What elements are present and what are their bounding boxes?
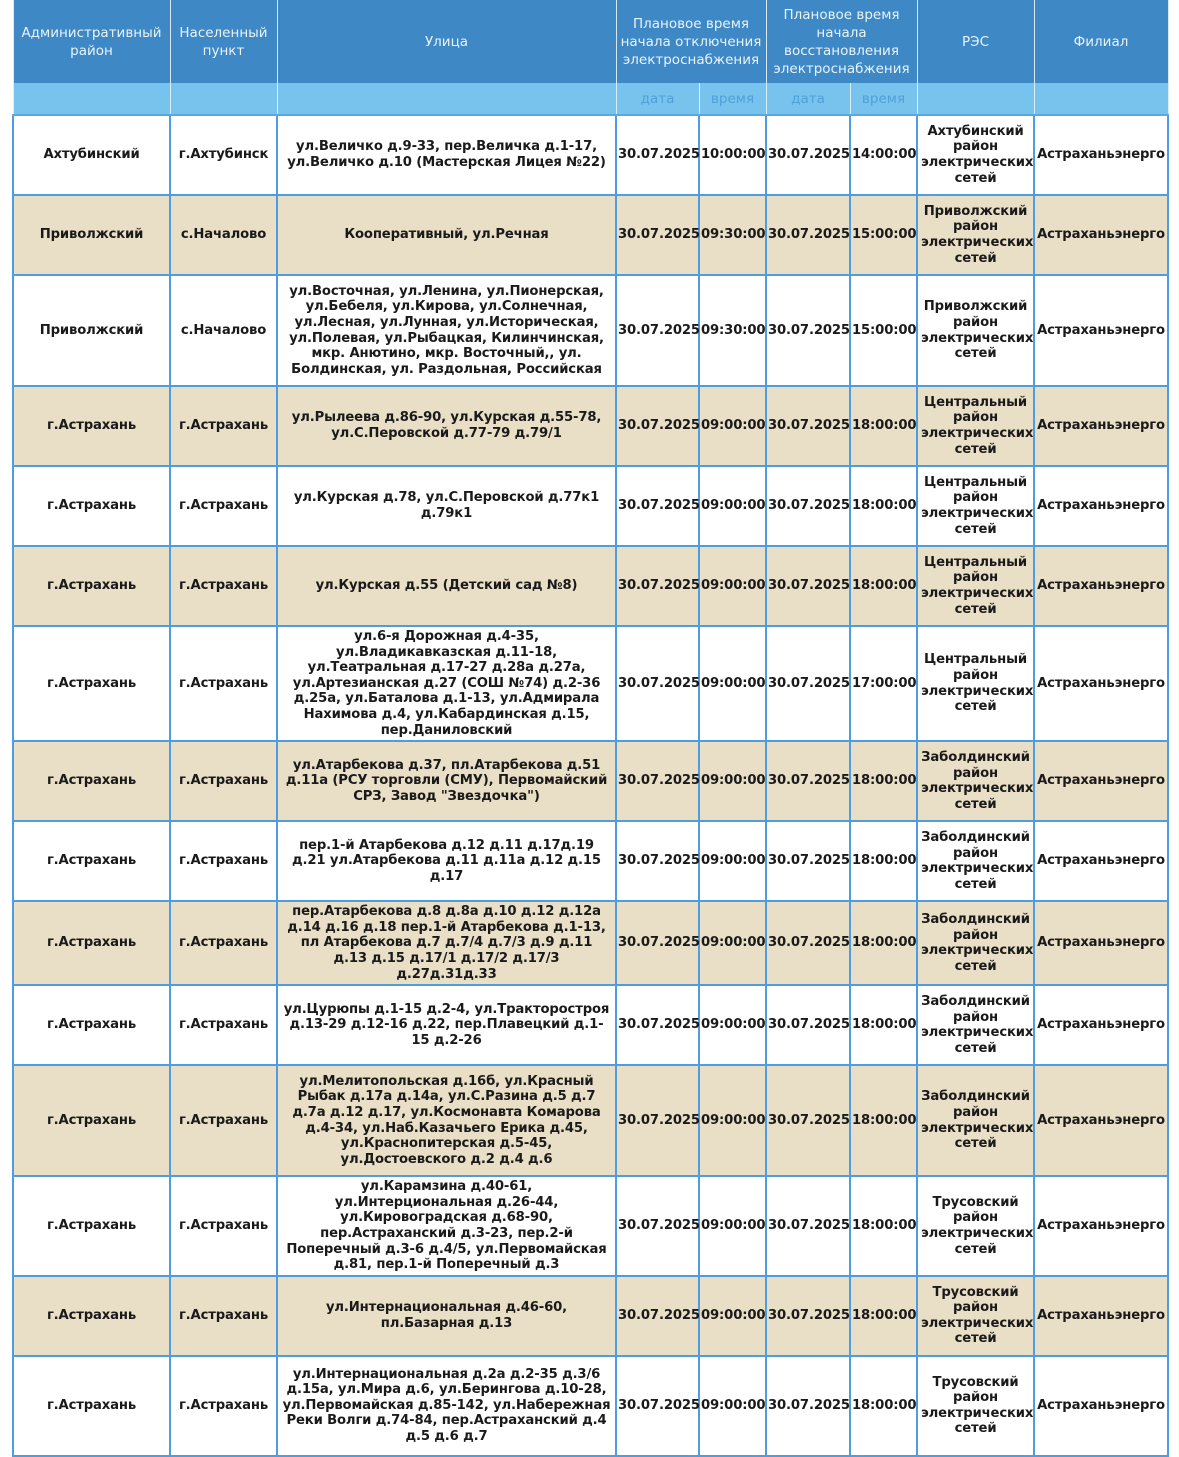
cell-district: Ахтубинский: [13, 115, 170, 195]
table-row: [13, 1176, 1168, 1276]
table-row: [13, 901, 1168, 985]
cell-locality: г.Астрахань: [170, 1065, 277, 1176]
cell-restore-time: 18:00:00: [850, 386, 917, 466]
cell-outage-time: 09:00:00: [699, 1356, 766, 1456]
cell-street: ул.Атарбекова д.37, пл.Атарбекова д.51 д.11а (РСУ торговли (СМУ), Первомайский СРЗ, Завод "Звездочка"): [277, 741, 616, 821]
subheader-empty: [1034, 83, 1168, 115]
cell-street: ул.Восточная, ул.Ленина, ул.Пионерская, ул.Бебеля, ул.Кирова, ул.Солнечная, ул.Лесная, ул.Лунная, ул.Историческая, ул.Полевая, ул.Рыбацкая, Килинчинская, мкр. Анютино, мкр. Восточный,, ул. Болдинская, ул. Раздольная, Российская: [277, 275, 616, 386]
cell-district: г.Астрахань: [13, 626, 170, 741]
cell-branch: Астраханьэнерго: [1034, 546, 1168, 626]
cell-district: Приволжский: [13, 275, 170, 386]
cell-outage-time: 09:00:00: [699, 386, 766, 466]
cell-branch: Астраханьэнерго: [1034, 1176, 1168, 1276]
cell-restore-time: 18:00:00: [850, 901, 917, 985]
cell-branch: Астраханьэнерго: [1034, 386, 1168, 466]
cell-outage-time: 10:00:00: [699, 115, 766, 195]
table-header: [13, 0, 1168, 115]
cell-restore-time: 18:00:00: [850, 466, 917, 546]
cell-res: Приволжский район электрических сетей: [917, 195, 1034, 275]
cell-outage-time: 09:00:00: [699, 985, 766, 1065]
header-district: Административный район: [13, 0, 170, 83]
cell-restore-time: 15:00:00: [850, 195, 917, 275]
cell-res: Заболдинский район электрических сетей: [917, 1065, 1034, 1176]
cell-res: Центральный район электрических сетей: [917, 466, 1034, 546]
cell-street: ул.Цурюпы д.1-15 д.2-4, ул.Тракторостроя д.13-29 д.12-16 д.22, пер.Плавецкий д.1-15 д.2-26: [277, 985, 616, 1065]
cell-street: ул.Курская д.55 (Детский сад №8): [277, 546, 616, 626]
cell-locality: с.Началово: [170, 275, 277, 386]
cell-outage-time: 09:30:00: [699, 275, 766, 386]
cell-branch: Астраханьэнерго: [1034, 1065, 1168, 1176]
cell-restore-time: 18:00:00: [850, 546, 917, 626]
table-row: [13, 821, 1168, 901]
cell-street: пер.1-й Атарбекова д.12 д.11 д.17д.19 д.21 ул.Атарбекова д.11 д.11а д.12 д.15 д.17: [277, 821, 616, 901]
cell-restore-time: 15:00:00: [850, 275, 917, 386]
header-res: РЭС: [917, 0, 1034, 83]
subheader-empty: [917, 83, 1034, 115]
cell-restore-date: 30.07.2025: [766, 1276, 850, 1356]
cell-res: Ахтубинский район электрических сетей: [917, 115, 1034, 195]
cell-outage-date: 30.07.2025: [616, 1276, 699, 1356]
cell-res: Трусовский район электрических сетей: [917, 1276, 1034, 1356]
cell-street: ул.Рылеева д.86-90, ул.Курская д.55-78, ул.С.Перовской д.77-79 д.79/1: [277, 386, 616, 466]
cell-branch: Астраханьэнерго: [1034, 466, 1168, 546]
cell-street: Кооперативный, ул.Речная: [277, 195, 616, 275]
cell-locality: г.Астрахань: [170, 1276, 277, 1356]
cell-branch: Астраханьэнерго: [1034, 985, 1168, 1065]
table-row: [13, 1276, 1168, 1356]
cell-res: Центральный район электрических сетей: [917, 546, 1034, 626]
table-row: [13, 386, 1168, 466]
table-row: [13, 275, 1168, 386]
cell-outage-date: 30.07.2025: [616, 901, 699, 985]
table-row: [13, 546, 1168, 626]
cell-outage-date: 30.07.2025: [616, 1356, 699, 1456]
cell-outage-date: 30.07.2025: [616, 195, 699, 275]
cell-locality: г.Астрахань: [170, 546, 277, 626]
cell-res: Трусовский район электрических сетей: [917, 1356, 1034, 1456]
cell-district: Приволжский: [13, 195, 170, 275]
table-row: [13, 985, 1168, 1065]
cell-locality: г.Астрахань: [170, 901, 277, 985]
cell-res: Центральный район электрических сетей: [917, 386, 1034, 466]
cell-outage-time: 09:00:00: [699, 466, 766, 546]
header-outage-start: Плановое время начала отключения электроснабжения: [616, 0, 766, 83]
subheader-restore-time: время: [850, 83, 917, 115]
cell-restore-time: 18:00:00: [850, 985, 917, 1065]
cell-street: пер.Атарбекова д.8 д.8а д.10 д.12 д.12а д.14 д.16 д.18 пер.1-й Атарбекова д.1-13, пл Атарбекова д.7 д.7/4 д.7/3 д.9 д.11 д.13 д.15 д.17/1 д.17/2 д.17/3 д.27д.31д.33: [277, 901, 616, 985]
cell-res: Центральный район электрических сетей: [917, 626, 1034, 741]
cell-restore-time: 18:00:00: [850, 821, 917, 901]
table-row: [13, 466, 1168, 546]
cell-branch: Астраханьэнерго: [1034, 195, 1168, 275]
cell-street: ул.Интернациональная д.46-60, пл.Базарная д.13: [277, 1276, 616, 1356]
cell-locality: г.Астрахань: [170, 985, 277, 1065]
cell-outage-time: 09:00:00: [699, 901, 766, 985]
cell-outage-time: 09:00:00: [699, 821, 766, 901]
cell-restore-date: 30.07.2025: [766, 985, 850, 1065]
cell-outage-date: 30.07.2025: [616, 466, 699, 546]
cell-branch: Астраханьэнерго: [1034, 1276, 1168, 1356]
cell-restore-date: 30.07.2025: [766, 546, 850, 626]
cell-restore-date: 30.07.2025: [766, 1065, 850, 1176]
cell-outage-time: 09:00:00: [699, 546, 766, 626]
outage-schedule-table: [12, 0, 1169, 1457]
cell-street: ул.Величко д.9-33, пер.Величка д.1-17, ул.Величко д.10 (Мастерская Лицея №22): [277, 115, 616, 195]
cell-outage-time: 09:30:00: [699, 195, 766, 275]
cell-district: г.Астрахань: [13, 1276, 170, 1356]
cell-outage-date: 30.07.2025: [616, 275, 699, 386]
cell-locality: с.Началово: [170, 195, 277, 275]
cell-res: Приволжский район электрических сетей: [917, 275, 1034, 386]
subheader-empty: [277, 83, 616, 115]
cell-branch: Астраханьэнерго: [1034, 115, 1168, 195]
cell-locality: г.Ахтубинск: [170, 115, 277, 195]
cell-street: ул.Мелитопольская д.16б, ул.Красный Рыбак д.17а д.14а, ул.С.Разина д.5 д.7 д.7а д.12 д.17, ул.Космонавта Комарова д.4-34, ул.Наб.Казачьего Ерика д.45, ул.Краснопитерская д.5-45, ул.Достоевского д.2 д.4 д.6: [277, 1065, 616, 1176]
cell-restore-time: 17:00:00: [850, 626, 917, 741]
cell-restore-date: 30.07.2025: [766, 821, 850, 901]
cell-street: ул.6-я Дорожная д.4-35, ул.Владикавказская д.11-18, ул.Театральная д.17-27 д.28а д.27а, ул.Артезианская д.27 (СОШ №74) д.2-36 д.25а, ул.Баталова д.1-13, ул.Адмирала Нахимова д.4, ул.Кабардинская д.15, пер.Даниловский: [277, 626, 616, 741]
cell-locality: г.Астрахань: [170, 1356, 277, 1456]
cell-district: г.Астрахань: [13, 985, 170, 1065]
cell-district: г.Астрахань: [13, 546, 170, 626]
cell-restore-time: 14:00:00: [850, 115, 917, 195]
cell-outage-date: 30.07.2025: [616, 741, 699, 821]
table-row: [13, 626, 1168, 741]
cell-restore-date: 30.07.2025: [766, 901, 850, 985]
cell-res: Трусовский район электрических сетей: [917, 1176, 1034, 1276]
cell-street: ул.Курская д.78, ул.С.Перовской д.77к1 д.79к1: [277, 466, 616, 546]
cell-branch: Астраханьэнерго: [1034, 821, 1168, 901]
subheader-row: [13, 83, 1168, 115]
cell-outage-date: 30.07.2025: [616, 821, 699, 901]
cell-restore-date: 30.07.2025: [766, 626, 850, 741]
cell-locality: г.Астрахань: [170, 386, 277, 466]
cell-outage-date: 30.07.2025: [616, 626, 699, 741]
cell-outage-date: 30.07.2025: [616, 386, 699, 466]
subheader-outage-time: время: [699, 83, 766, 115]
cell-locality: г.Астрахань: [170, 821, 277, 901]
cell-outage-date: 30.07.2025: [616, 1176, 699, 1276]
cell-restore-date: 30.07.2025: [766, 466, 850, 546]
cell-district: г.Астрахань: [13, 1176, 170, 1276]
cell-district: г.Астрахань: [13, 901, 170, 985]
cell-restore-date: 30.07.2025: [766, 1176, 850, 1276]
cell-branch: Астраханьэнерго: [1034, 275, 1168, 386]
cell-res: Заболдинский район электрических сетей: [917, 821, 1034, 901]
cell-branch: Астраханьэнерго: [1034, 1356, 1168, 1456]
cell-district: г.Астрахань: [13, 1065, 170, 1176]
cell-district: г.Астрахань: [13, 821, 170, 901]
cell-district: г.Астрахань: [13, 1356, 170, 1456]
header-row: [13, 0, 1168, 83]
cell-street: ул.Интернациональная д.2а д.2-35 д.3/6 д.15а, ул.Мира д.6, ул.Берингова д.10-28, ул.Первомайская д.85-142, ул.Набережная Реки Волги д.74-84, пер.Астраханский д.4 д.5 д.6 д.7: [277, 1356, 616, 1456]
table-row: [13, 115, 1168, 195]
cell-restore-time: 18:00:00: [850, 1176, 917, 1276]
subheader-restore-date: дата: [766, 83, 850, 115]
cell-district: г.Астрахань: [13, 386, 170, 466]
cell-branch: Астраханьэнерго: [1034, 741, 1168, 821]
cell-outage-date: 30.07.2025: [616, 1065, 699, 1176]
cell-restore-date: 30.07.2025: [766, 386, 850, 466]
cell-branch: Астраханьэнерго: [1034, 626, 1168, 741]
cell-outage-date: 30.07.2025: [616, 546, 699, 626]
table-row: [13, 1356, 1168, 1456]
cell-locality: г.Астрахань: [170, 741, 277, 821]
cell-locality: г.Астрахань: [170, 1176, 277, 1276]
header-street: Улица: [277, 0, 616, 83]
cell-res: Заболдинский район электрических сетей: [917, 985, 1034, 1065]
cell-outage-time: 09:00:00: [699, 1276, 766, 1356]
header-locality: Населенный пункт: [170, 0, 277, 83]
cell-outage-time: 09:00:00: [699, 1065, 766, 1176]
header-restore-start: Плановое время начала восстановления электроснабжения: [766, 0, 917, 83]
cell-restore-date: 30.07.2025: [766, 275, 850, 386]
table-row: [13, 195, 1168, 275]
cell-street: ул.Карамзина д.40-61, ул.Интерциональная д.26-44, ул.Кировоградская д.68-90, пер.Астраханский д.3-23, пер.2-й Поперечный д.3-6 д.4/5, ул.Первомайская д.81, пер.1-й Поперечный д.3: [277, 1176, 616, 1276]
cell-district: г.Астрахань: [13, 741, 170, 821]
cell-restore-date: 30.07.2025: [766, 741, 850, 821]
cell-outage-time: 09:00:00: [699, 741, 766, 821]
table-row: [13, 741, 1168, 821]
header-branch: Филиал: [1034, 0, 1168, 83]
cell-locality: г.Астрахань: [170, 466, 277, 546]
cell-restore-time: 18:00:00: [850, 1065, 917, 1176]
cell-outage-date: 30.07.2025: [616, 115, 699, 195]
cell-restore-date: 30.07.2025: [766, 1356, 850, 1456]
cell-restore-date: 30.07.2025: [766, 115, 850, 195]
table-body: [13, 115, 1168, 1456]
cell-locality: г.Астрахань: [170, 626, 277, 741]
cell-outage-time: 09:00:00: [699, 626, 766, 741]
cell-branch: Астраханьэнерго: [1034, 901, 1168, 985]
cell-outage-date: 30.07.2025: [616, 985, 699, 1065]
cell-restore-time: 18:00:00: [850, 1276, 917, 1356]
table-row: [13, 1065, 1168, 1176]
cell-restore-date: 30.07.2025: [766, 195, 850, 275]
cell-district: г.Астрахань: [13, 466, 170, 546]
cell-res: Заболдинский район электрических сетей: [917, 901, 1034, 985]
subheader-outage-date: дата: [616, 83, 699, 115]
cell-restore-time: 18:00:00: [850, 1356, 917, 1456]
subheader-empty: [13, 83, 170, 115]
cell-restore-time: 18:00:00: [850, 741, 917, 821]
cell-outage-time: 09:00:00: [699, 1176, 766, 1276]
cell-res: Заболдинский район электрических сетей: [917, 741, 1034, 821]
subheader-empty: [170, 83, 277, 115]
